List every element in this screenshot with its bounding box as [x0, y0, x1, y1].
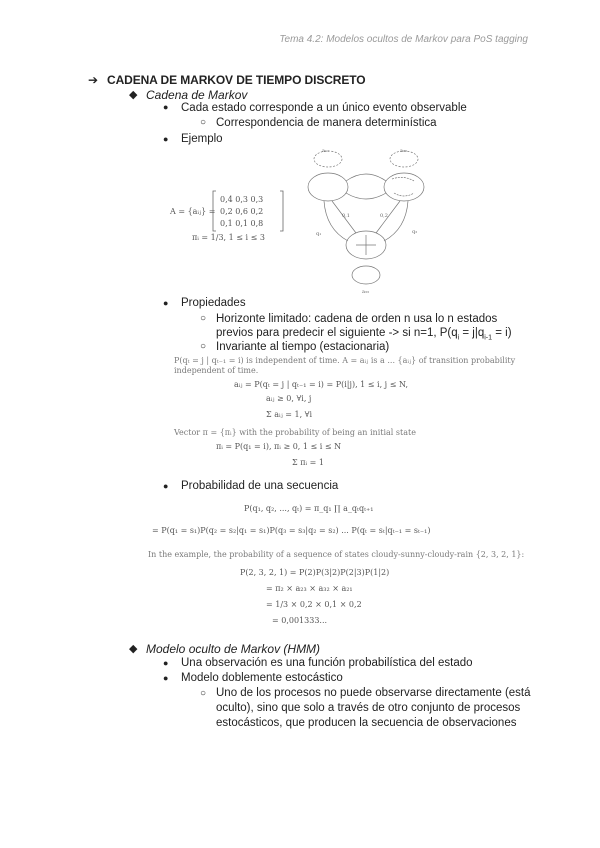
- label-q1: q₁: [316, 231, 322, 237]
- hmm-desc-line3: estocásticos, que producen la secuencia de observaciones: [216, 717, 517, 729]
- label-a33: a₃₃: [362, 289, 369, 295]
- circle-bullet-icon: ○: [200, 341, 207, 352]
- dot-bullet-icon: ●: [163, 673, 169, 683]
- matrix-row-3: 0,1 0,1 0,8: [220, 219, 264, 228]
- state-q1-node: [308, 173, 348, 201]
- label-edge-1: 0,1: [342, 213, 350, 219]
- hmm-desc-line2: oculto), sino que solo a través de otro conjunto de procesos: [216, 702, 521, 714]
- math-prop-l2: independent of time.: [174, 366, 259, 375]
- prop-sub-i1: i-1: [484, 334, 493, 342]
- example-figure: [170, 145, 440, 295]
- dot-bullet-icon: ●: [163, 658, 169, 668]
- prop-horizon-line2: [216, 327, 512, 341]
- math-prop-l3: aᵢⱼ = P(qₜ = j | qₜ₋₁ = i) = P(i|j), 1 ≤ i, j ≤ N,: [234, 380, 408, 389]
- math-prop-l1: P(qₜ = j | qₜ₋₁ = i) is independent of time. A = aᵢⱼ is a ... {aᵢⱼ} of transition probability: [174, 356, 516, 365]
- item-deterministic: Correspondencia de manera determinística: [216, 117, 437, 129]
- item-properties: Propiedades: [181, 297, 246, 309]
- label-a22: a₂₂: [400, 148, 407, 154]
- math-prop-l4: aᵢⱼ ≥ 0, ∀i, j: [266, 394, 312, 403]
- matrix-row-2: 0,2 0,6 0,2: [220, 207, 264, 216]
- math-seq-l2: = P(q₁ = s₁)P(q₂ = s₂|q₁ = s₁)P(q₃ = s₃|q₂ = s₂) ... P(qₜ = sₜ|qₜ₋₁ = sₜ₋₁): [152, 526, 431, 535]
- properties-formulas: [174, 356, 516, 474]
- page-header: Tema 4.2: Modelos ocultos de Markov para PoS tagging: [279, 34, 528, 45]
- dot-bullet-icon: ●: [163, 134, 169, 144]
- section-title: CADENA DE MARKOV DE TIEMPO DISCRETO: [107, 73, 366, 87]
- pi-formula: πᵢ = 1/3, 1 ≤ i ≤ 3: [192, 233, 265, 242]
- item-sequence-probability: Probabilidad de una secuencia: [181, 480, 339, 492]
- item-example: Ejemplo: [181, 133, 223, 145]
- circle-bullet-icon: ○: [200, 313, 207, 324]
- diamond-bullet-icon: ◆: [129, 643, 138, 655]
- math-seq-l4: P(2, 3, 2, 1) = P(2)P(3|2)P(2|3)P(1|2): [240, 568, 390, 577]
- math-seq-l5: = π₂ × a₂₃ × a₃₂ × a₂₁: [266, 584, 353, 593]
- prop-stationary: Invariante al tiempo (estacionaria): [216, 341, 390, 353]
- dot-bullet-icon: ●: [163, 102, 169, 112]
- sequence-formulas: [148, 496, 525, 630]
- math-seq-l1: P(q₁, q₂, ..., qₜ) = π_q₁ ∏ a_qₜqₜ₊₁: [244, 504, 374, 513]
- dot-bullet-icon: ●: [163, 298, 169, 308]
- subsection-title-markov: Cadena de Markov: [146, 88, 248, 102]
- prop-horizon-end: = i): [492, 327, 512, 339]
- item-observation: Una observación es una función probabilística del estado: [181, 657, 473, 669]
- section-arrow: ➔: [88, 73, 98, 87]
- math-seq-l6: = 1/3 × 0,2 × 0,1 × 0,2: [266, 600, 362, 609]
- item-doubly-stochastic: Modelo doblemente estocástico: [181, 672, 343, 684]
- subsection-title-hmm: Modelo oculto de Markov (HMM): [146, 642, 321, 656]
- math-prop-l8: Σ πᵢ = 1: [292, 458, 324, 467]
- label-edge-2: 0,2: [380, 213, 388, 219]
- prop-sub-i: i: [457, 334, 460, 342]
- circle-bullet-icon: ○: [200, 688, 207, 699]
- hmm-desc-line1: Uno de los procesos no puede observarse directamente (está: [216, 687, 531, 699]
- prop-horizon-mid: = j|q: [459, 327, 485, 339]
- math-seq-l3: In the example, the probability of a sequence of states cloudy-sunny-cloudy-rain {2, 3, 2, 1}:: [148, 550, 525, 559]
- math-prop-l5: Σ aᵢⱼ = 1, ∀i: [266, 410, 313, 419]
- matrix-label: A = {aᵢⱼ} =: [170, 207, 216, 216]
- prop-horizon-text: previos para predecir el siguiente -> si n=1, P(q: [216, 327, 458, 339]
- math-prop-l6: Vector π = {πᵢ} with the probability of being an initial state: [174, 428, 416, 437]
- math-seq-l7: = 0,001333...: [272, 616, 328, 625]
- prop-horizon-line1: Horizonte limitado: cadena de orden n usa lo n estados: [216, 313, 498, 325]
- matrix-row-1: 0,4 0,3 0,3: [220, 195, 264, 204]
- math-prop-l7: πᵢ = P(q₁ = i), πᵢ ≥ 0, 1 ≤ i ≤ N: [216, 442, 342, 451]
- label-a11: a₁₁: [322, 148, 329, 154]
- circle-bullet-icon: ○: [200, 117, 207, 128]
- dot-bullet-icon: ●: [163, 481, 169, 491]
- item-observable: Cada estado corresponde a un único evento observable: [181, 102, 467, 114]
- markov-state-diagram: [296, 145, 440, 295]
- diamond-bullet-icon: ◆: [129, 89, 138, 101]
- label-q2: q₂: [412, 229, 418, 235]
